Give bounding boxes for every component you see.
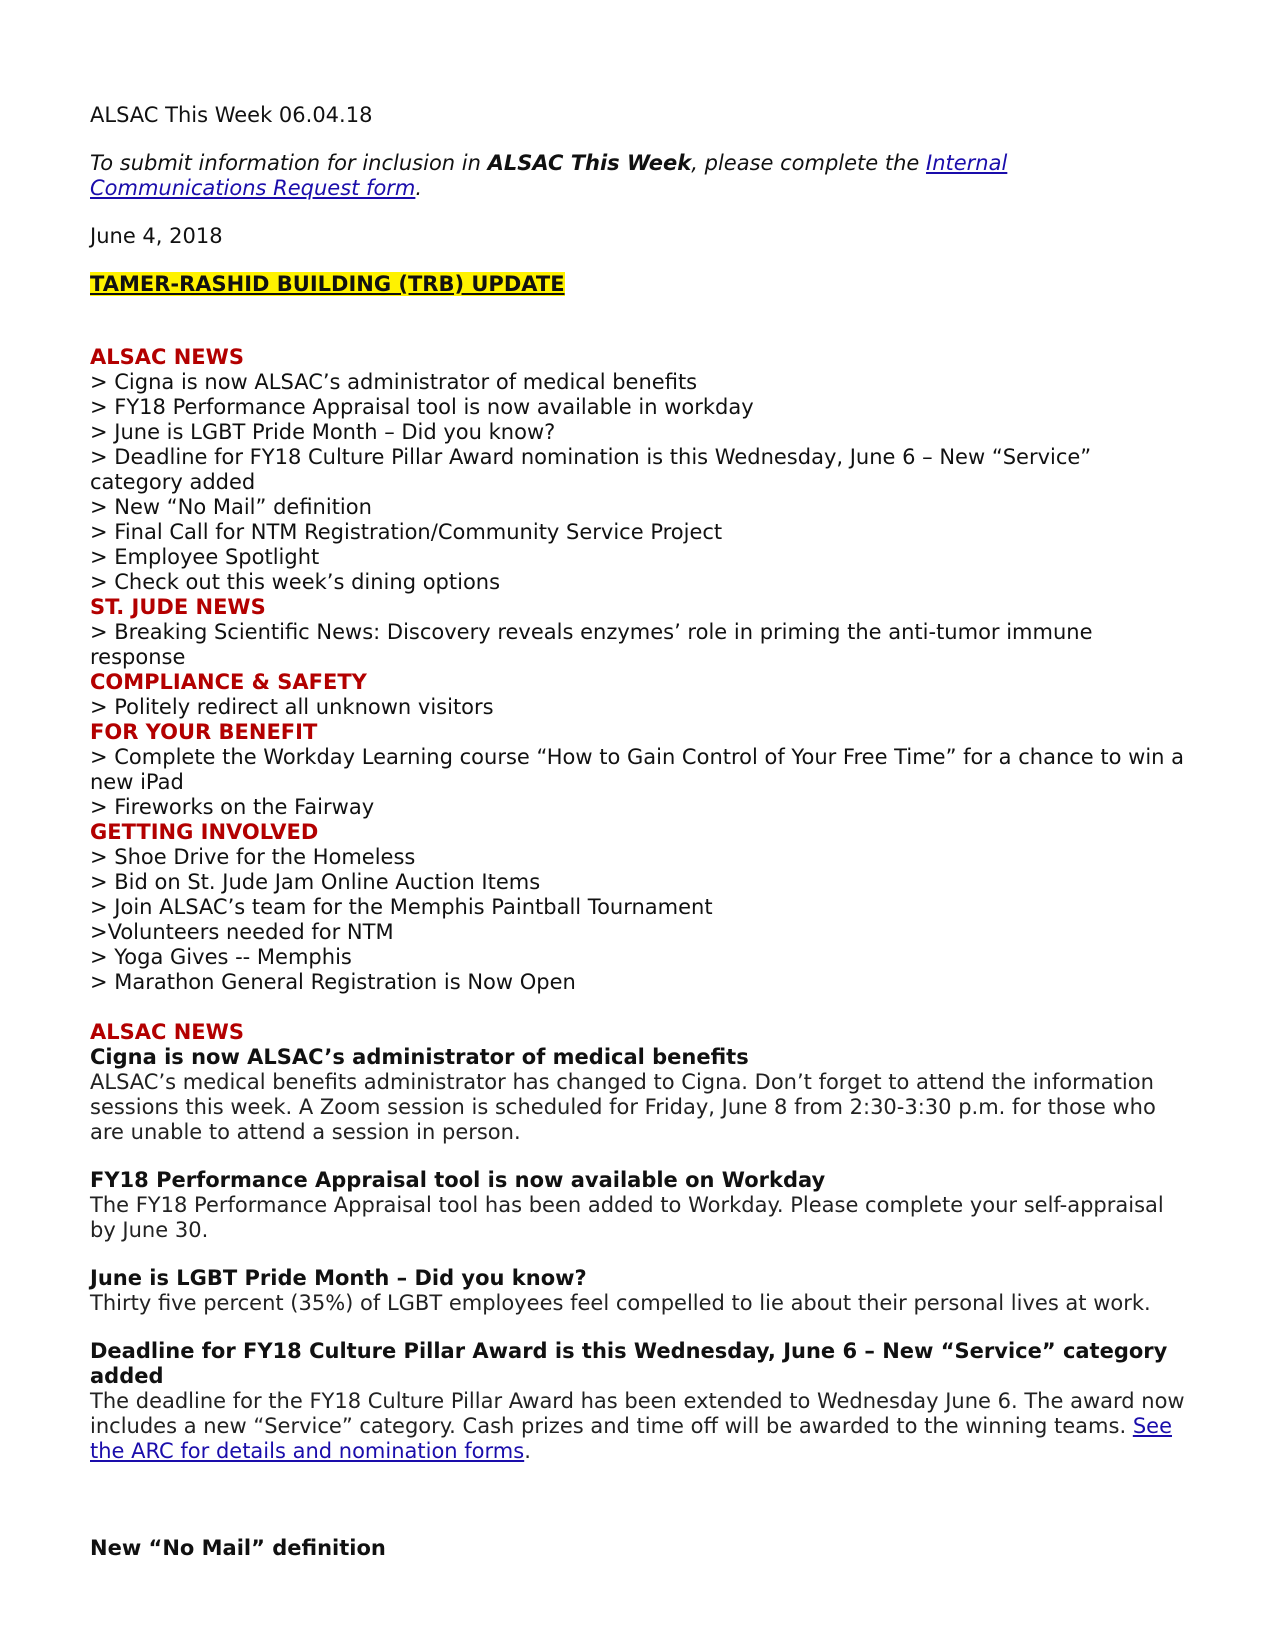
article-text-container [90, 1389, 1190, 1464]
toc-item[interactable]: > Check out this week’s dining options [90, 570, 501, 594]
toc-heading-alsac-news: ALSAC NEWS [90, 345, 244, 369]
article-title: Cigna is now ALSAC’s administrator of medical benefits [90, 1045, 749, 1069]
intro-middle: , please complete the [691, 151, 927, 175]
trb-update-line [90, 272, 1190, 297]
toc-item[interactable]: > Marathon General Registration is Now Open [90, 970, 576, 994]
toc-st-jude-news [90, 595, 1190, 670]
toc-heading-for-your-benefit: FOR YOUR BENEFIT [90, 720, 318, 744]
toc-item[interactable]: > Politely redirect all unknown visitors [90, 695, 494, 719]
newsletter-header: ALSAC This Week 06.04.18 [90, 103, 373, 127]
toc-item[interactable]: > Yoga Gives -- Memphis [90, 945, 352, 969]
toc-item[interactable]: >Volunteers needed for NTM [90, 920, 394, 944]
article-title: Deadline for FY18 Culture Pillar Award is this Wednesday, June 6 – New “Service” category added [90, 1339, 1168, 1388]
toc-item[interactable]: > Cigna is now ALSAC’s administrator of medical benefits [90, 370, 698, 394]
toc-item[interactable]: > Complete the Workday Learning course “How to Gain Control of Your Free Time” for a chance to win a new iPad [90, 745, 1185, 794]
submission-intro [90, 151, 1190, 201]
issue-date: June 4, 2018 [90, 224, 223, 248]
article-title-no-mail: New “No Mail” definition [90, 1536, 386, 1560]
body-alsac-news [90, 1020, 1190, 1561]
toc-item[interactable]: > Deadline for FY18 Culture Pillar Award nomination is this Wednesday, June 6 – New “Service” category added [90, 445, 1092, 494]
toc-heading-getting-involved: GETTING INVOLVED [90, 820, 319, 844]
request-form-link[interactable]: Internal Communications Request form [90, 151, 1008, 200]
toc-alsac-news [90, 345, 1190, 595]
newsletter-page [90, 103, 1190, 1561]
toc-heading-st-jude-news: ST. JUDE NEWS [90, 595, 266, 619]
toc-getting-involved [90, 820, 1190, 995]
article-title: FY18 Performance Appraisal tool is now available on Workday [90, 1168, 826, 1192]
article-text: The FY18 Performance Appraisal tool has been added to Workday. Please complete your self-appraisal by June 30. [90, 1193, 1164, 1242]
article-title: June is LGBT Pride Month – Did you know? [90, 1266, 587, 1290]
toc-item[interactable]: > Shoe Drive for the Homeless [90, 845, 416, 869]
toc-item[interactable]: > Join ALSAC’s team for the Memphis Paintball Tournament [90, 895, 713, 919]
toc-item[interactable]: > Employee Spotlight [90, 545, 320, 569]
article [90, 1266, 1190, 1316]
intro-publication-name: ALSAC This Week [487, 151, 692, 175]
article-text: The deadline for the FY18 Culture Pillar Award has been extended to Wednesday June 6. The award now includes a new “Service” category. Cash prizes and time off will be awarded to the winning teams. [90, 1389, 1185, 1438]
intro-prefix: To submit information for inclusion in [90, 151, 488, 175]
article-text: ALSAC’s medical benefits administrator has changed to Cigna. Don’t forget to attend the information sessions this week. A Zoom session is scheduled for Friday, June 8 from 2:30-3:30 p.m. for those who are unable to attend a session in person. [90, 1070, 1156, 1144]
article-text-suffix: . [524, 1439, 531, 1463]
article [90, 1339, 1190, 1464]
article [90, 1045, 1190, 1145]
toc-item[interactable]: > New “No Mail” definition [90, 495, 372, 519]
toc-item[interactable]: > June is LGBT Pride Month – Did you know? [90, 420, 556, 444]
body-heading-alsac-news: ALSAC NEWS [90, 1020, 244, 1044]
toc-item[interactable]: > Breaking Scientific News: Discovery reveals enzymes’ role in priming the anti-tumor immune response [90, 620, 1093, 669]
article [90, 1168, 1190, 1243]
trb-update-link[interactable]: TAMER-RASHID BUILDING (TRB) UPDATE [90, 272, 565, 296]
arc-details-link[interactable]: See the ARC for details and nomination forms [90, 1414, 1172, 1463]
toc-for-your-benefit [90, 720, 1190, 820]
intro-suffix: . [415, 176, 423, 200]
toc-heading-compliance-safety: COMPLIANCE & SAFETY [90, 670, 367, 694]
toc-item[interactable]: > FY18 Performance Appraisal tool is now available in workday [90, 395, 754, 419]
toc-item[interactable]: > Final Call for NTM Registration/Community Service Project [90, 520, 723, 544]
article-text: Thirty five percent (35%) of LGBT employees feel compelled to lie about their personal lives at work. [90, 1291, 1151, 1315]
toc-compliance-safety [90, 670, 1190, 720]
toc-item[interactable]: > Bid on St. Jude Jam Online Auction Items [90, 870, 541, 894]
toc-item[interactable]: > Fireworks on the Fairway [90, 795, 375, 819]
